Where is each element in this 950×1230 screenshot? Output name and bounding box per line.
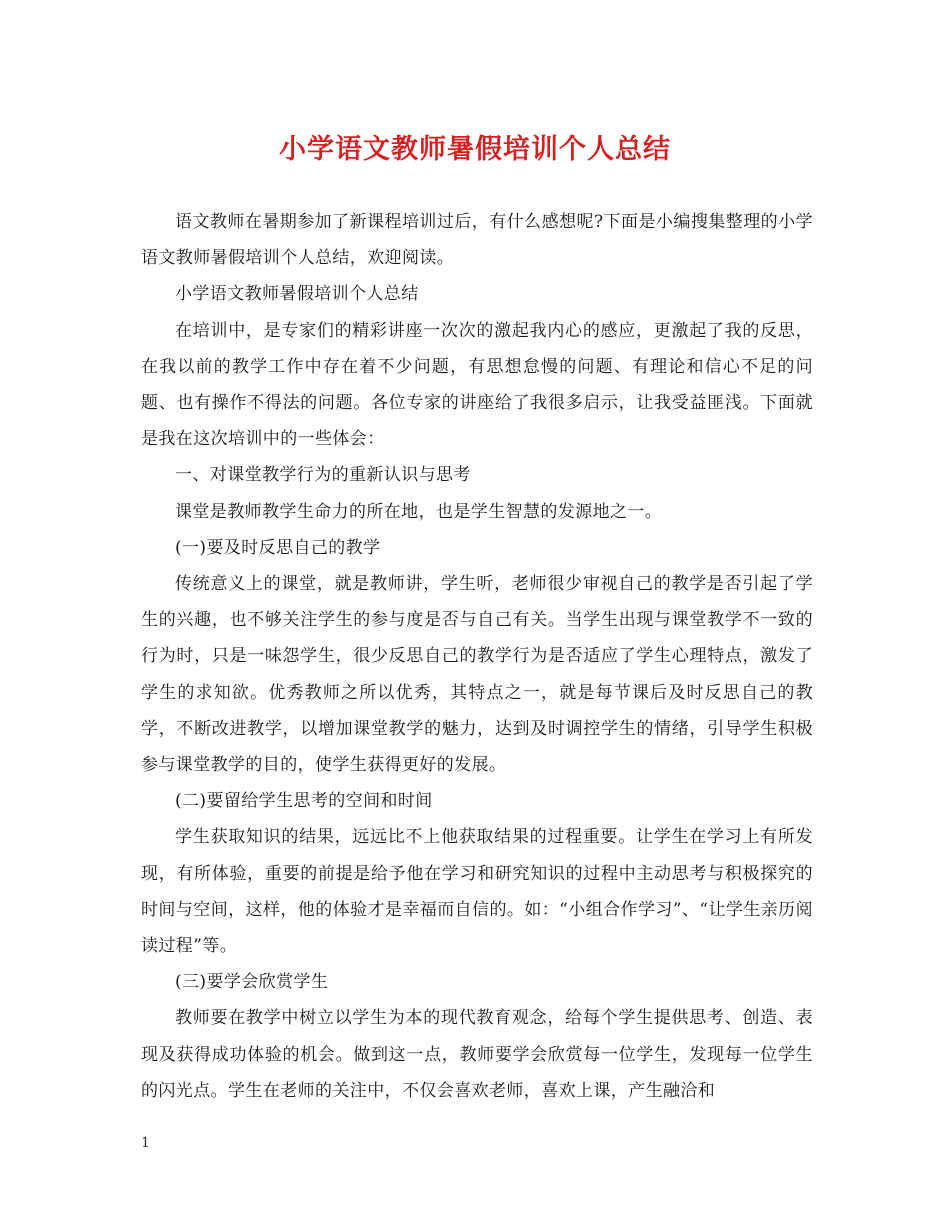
body-paragraph: 课堂是教师教学生命力的所在地，也是学生智慧的发源地之一。 — [175, 501, 663, 522]
document-body — [141, 204, 813, 1109]
subsection-heading: (二)要留给学生思考的空间和时间 — [175, 791, 433, 812]
body-paragraph: 学生获取知识的结果，远远比不上他获取结果的过程重要。让学生在学习上有所发现，有所体验，重要的前提是给予他在学习和研究知识的过程中主动思考与积极探究的时间与空间，这样，他的体验才是幸福而自信的。如：“小组合作学习”、“让学生亲历阅读过程”等。 — [141, 827, 813, 957]
document-title: 小学语文教师暑假培训个人总结 — [279, 134, 671, 165]
subsection-heading: (三)要学会欣赏学生 — [175, 972, 329, 993]
page-number: 1 — [141, 1135, 150, 1151]
body-paragraph: 教师要在教学中树立以学生为本的现代教育观念，给每个学生提供思考、创造、表现及获得成功体验的机会。做到这一点，教师要学会欣赏每一位学生，发现每一位学生的闪光点。学生在老师的关注中，不仅会喜欢老师，喜欢上课，产生融洽和 — [141, 1008, 813, 1101]
subtitle-paragraph: 小学语文教师暑假培训个人总结 — [175, 284, 419, 305]
body-paragraph: 传统意义上的课堂，就是教师讲，学生听，老师很少审视自己的教学是否引起了学生的兴趣，也不够关注学生的参与度是否与自己有关。当学生出现与课堂教学不一致的行为时，只是一味怨学生，很少反思自己的教学行为是否适应了学生心理特点，激发了学生的求知欲。优秀教师之所以优秀，其特点之一，就是每节课后及时反思自己的教学，不断改进教学，以增加课堂教学的魅力，达到及时调控学生的情绪，引导学生积极参与课堂教学的目的，使学生获得更好的发展。 — [141, 574, 813, 776]
subsection-heading: (一)要及时反思自己的教学 — [175, 537, 381, 558]
body-paragraph: 在培训中，是专家们的精彩讲座一次次的激起我内心的感应，更激起了我的反思，在我以前的教学工作中存在着不少问题，有思想怠慢的问题、有理论和信心不足的问题、也有操作不得法的问题。各位专家的讲座给了我很多启示，让我受益匪浅。下面就是我在这次培训中的一些体会： — [141, 320, 813, 450]
intro-paragraph: 语文教师在暑期参加了新课程培训过后，有什么感想呢?下面是小编搜集整理的小学语文教师暑假培训个人总结，欢迎阅读。 — [141, 212, 813, 269]
section-heading: 一、对课堂教学行为的重新认识与思考 — [175, 465, 471, 486]
